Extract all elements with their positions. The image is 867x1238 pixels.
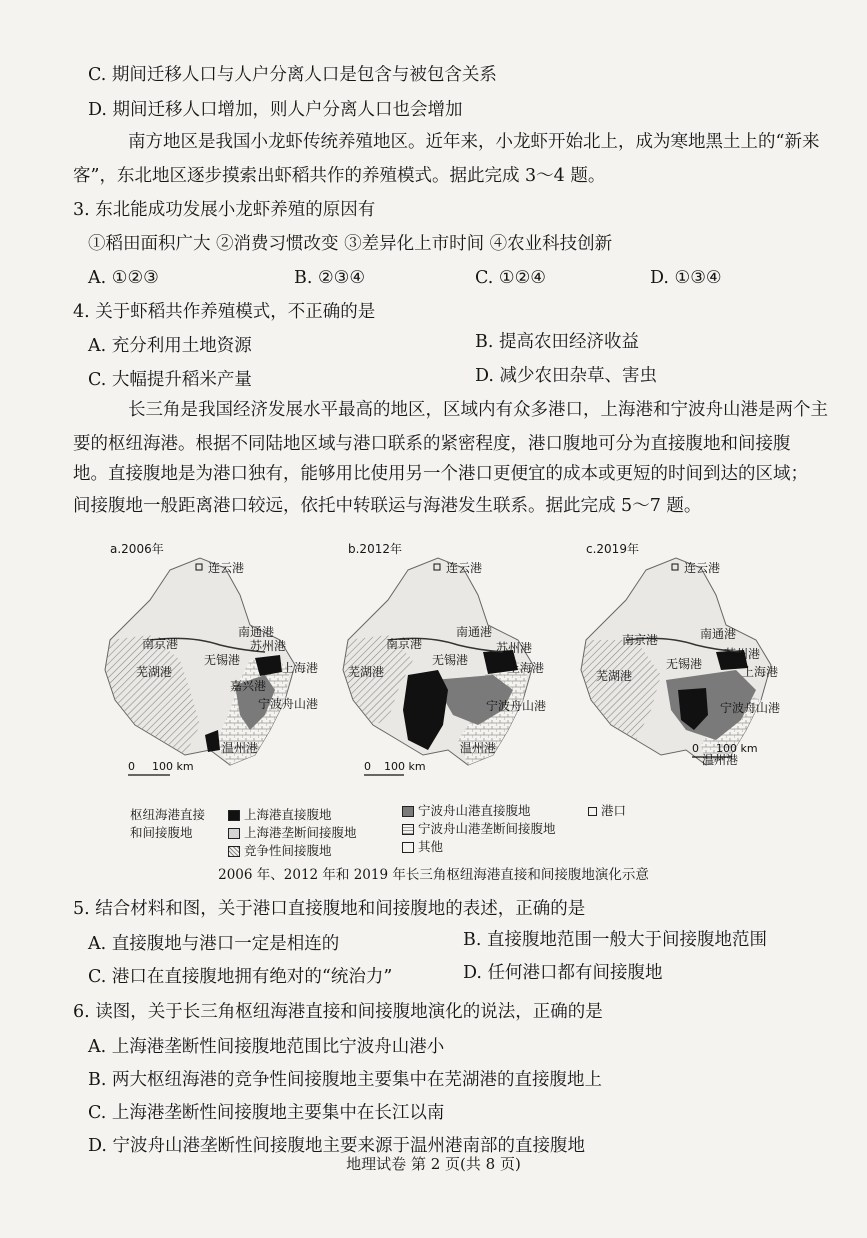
legend-competitive	[228, 841, 332, 859]
legend-ningbo-direct-label: 宁波舟山港直接腹地	[418, 803, 531, 818]
map-2019-svg	[566, 540, 798, 780]
scale-label-a: 100 km	[152, 760, 194, 773]
q5-stem: 5. 结合材料和图，关于港口直接腹地和间接腹地的表述，正确的是	[73, 899, 586, 919]
q4-option-c: C. 大幅提升稻米产量	[88, 370, 252, 390]
legend-shanghai-indirect-label: 上海港垄断间接腹地	[244, 825, 357, 840]
page-footer: 地理试卷 第 2 页(共 8 页)	[346, 1155, 521, 1173]
q6-option-d: D. 宁波舟山港垄断性间接腹地主要来源于温州港南部的直接腹地	[88, 1136, 586, 1156]
q3-option-c: C. ①②④	[475, 268, 546, 288]
map-2006-svg	[90, 540, 322, 780]
q5-option-c: C. 港口在直接腹地拥有绝对的“统治力”	[88, 967, 393, 987]
q3-items: ①稻田面积广大 ②消费习惯改变 ③差异化上市时间 ④农业科技创新	[88, 234, 613, 254]
map-title-2006: a.2006年	[110, 542, 164, 556]
material-2-line-2: 要的枢纽海港。根据不同陆地区域与港口联系的紧密程度，港口腹地可分为直接腹地和间接腹	[73, 434, 791, 454]
port-shanghai-a: 上海港	[282, 661, 319, 675]
q6-option-c: C. 上海港垄断性间接腹地主要集中在长江以南	[88, 1103, 445, 1123]
map-2012-svg	[328, 540, 560, 780]
port-wuhu-b: 芜湖港	[348, 665, 385, 679]
legend-heading-1: 枢纽海港直接	[130, 807, 206, 822]
q5-option-b: B. 直接腹地范围一般大于间接腹地范围	[463, 930, 767, 950]
swatch-competitive	[228, 846, 240, 857]
port-nantong-b: 南通港	[456, 625, 493, 639]
q4-option-d: D. 减少农田杂草、害虫	[475, 366, 658, 386]
legend-ningbo-indirect-label: 宁波舟山港垄断间接腹地	[418, 821, 556, 836]
material-2-line-1: 长三角是我国经济发展水平最高的地区，区域内有众多港口，上海港和宁波舟山港是两个主	[128, 400, 828, 420]
map-title-2012: b.2012年	[348, 542, 402, 556]
q2-option-c: C. 期间迁移人口与人户分离人口是包含与被包含关系	[88, 65, 497, 85]
swatch-shanghai-direct	[228, 810, 240, 821]
material-2-line-4: 间接腹地一般距离港口较远，依托中转联运与海港发生联系。据此完成 5～7 题。	[73, 496, 702, 516]
port-wuxi-b: 无锡港	[432, 653, 469, 667]
port-ningbo-c: 宁波舟山港	[720, 701, 781, 715]
legend-heading-2: 和间接腹地	[130, 825, 193, 840]
port-nanjing-c: 南京港	[622, 633, 659, 647]
figure-caption: 2006 年、2012 年和 2019 年长三角枢纽海港直接和间接腹地演化示意	[218, 867, 649, 883]
legend-port-label: 港口	[601, 803, 627, 818]
port-symbol-icon	[588, 807, 597, 816]
port-shanghai-c: 上海港	[742, 665, 779, 679]
map-2019	[566, 540, 798, 780]
port-suzhou-c: 苏州港	[724, 647, 761, 661]
legend-ningbo-indirect	[402, 819, 556, 837]
scale-label-c: 100 km	[716, 742, 758, 755]
q2-option-d: D. 期间迁移人口增加，则人户分离人口也会增加	[88, 100, 463, 120]
scale-label-b: 100 km	[384, 760, 426, 773]
port-jiaxing-a: 嘉兴港	[230, 679, 267, 693]
map-2012	[328, 540, 560, 780]
scale-zero-b: 0	[364, 760, 371, 773]
port-lianyungang-a: 连云港	[208, 561, 245, 575]
q6-stem: 6. 读图，关于长三角枢纽海港直接和间接腹地演化的说法，正确的是	[73, 1002, 603, 1022]
port-wuxi-c: 无锡港	[666, 657, 703, 671]
legend-port	[588, 801, 626, 819]
map-title-2019: c.2019年	[586, 542, 639, 556]
material-1-line-1: 南方地区是我国小龙虾传统养殖地区。近年来，小龙虾开始北上，成为寒地黑土上的“新来	[128, 132, 820, 152]
q4-option-b: B. 提高农田经济收益	[475, 332, 639, 352]
legend-other	[402, 837, 443, 855]
port-wenzhou-b: 温州港	[460, 741, 497, 755]
legend-shanghai-direct	[228, 805, 332, 823]
port-suzhou-a: 苏州港	[250, 639, 287, 653]
port-wuhu-a: 芜湖港	[136, 665, 173, 679]
q3-option-d: D. ①③④	[650, 268, 722, 288]
q6-option-a: A. 上海港垄断性间接腹地范围比宁波舟山港小	[88, 1037, 445, 1057]
swatch-shanghai-indirect	[228, 828, 240, 839]
port-lianyungang-c: 连云港	[684, 561, 721, 575]
legend-shanghai-direct-label: 上海港直接腹地	[244, 807, 332, 822]
port-wuxi-a: 无锡港	[204, 653, 241, 667]
scale-zero-a: 0	[128, 760, 135, 773]
material-1-line-2: 客”，东北地区逐步摸索出虾稻共作的养殖模式。据此完成 3～4 题。	[73, 166, 606, 186]
map-2006	[90, 540, 322, 780]
q3-option-b: B. ②③④	[294, 268, 366, 288]
port-shanghai-b: 上海港	[508, 661, 545, 675]
port-nanjing-a: 南京港	[142, 637, 179, 651]
q4-stem: 4. 关于虾稻共作养殖模式，不正确的是	[73, 302, 376, 322]
q3-stem: 3. 东北能成功发展小龙虾养殖的原因有	[73, 200, 376, 220]
swatch-ningbo-direct	[402, 806, 414, 817]
port-wenzhou-a: 温州港	[222, 741, 259, 755]
port-suzhou-b: 苏州港	[496, 641, 533, 655]
legend-competitive-label: 竞争性间接腹地	[244, 843, 332, 858]
legend-shanghai-indirect	[228, 823, 357, 841]
scale-zero-c: 0	[692, 742, 699, 755]
port-ningbo-a: 宁波舟山港	[258, 697, 319, 711]
material-2-line-3: 地。直接腹地是为港口独有，能够用比使用另一个港口更便宜的成本或更短的时间到达的区域；	[73, 464, 808, 484]
port-nantong-c: 南通港	[700, 627, 737, 641]
port-ningbo-b: 宁波舟山港	[486, 699, 547, 713]
port-lianyungang-b: 连云港	[446, 561, 483, 575]
q5-option-d: D. 任何港口都有间接腹地	[463, 963, 663, 983]
port-wenzhou-c: 温州港	[702, 753, 739, 767]
q4-option-a: A. 充分利用土地资源	[88, 336, 252, 356]
port-nanjing-b: 南京港	[386, 637, 423, 651]
swatch-ningbo-indirect	[402, 824, 414, 835]
port-nantong-a: 南通港	[238, 625, 275, 639]
q5-option-a: A. 直接腹地与港口一定是相连的	[88, 934, 340, 954]
port-wuhu-c: 芜湖港	[596, 669, 633, 683]
q6-option-b: B. 两大枢纽海港的竞争性间接腹地主要集中在芜湖港的直接腹地上	[88, 1070, 602, 1090]
swatch-other	[402, 842, 414, 853]
legend-ningbo-direct	[402, 801, 531, 819]
legend-other-label: 其他	[418, 839, 444, 854]
q3-option-a: A. ①②③	[88, 268, 159, 288]
